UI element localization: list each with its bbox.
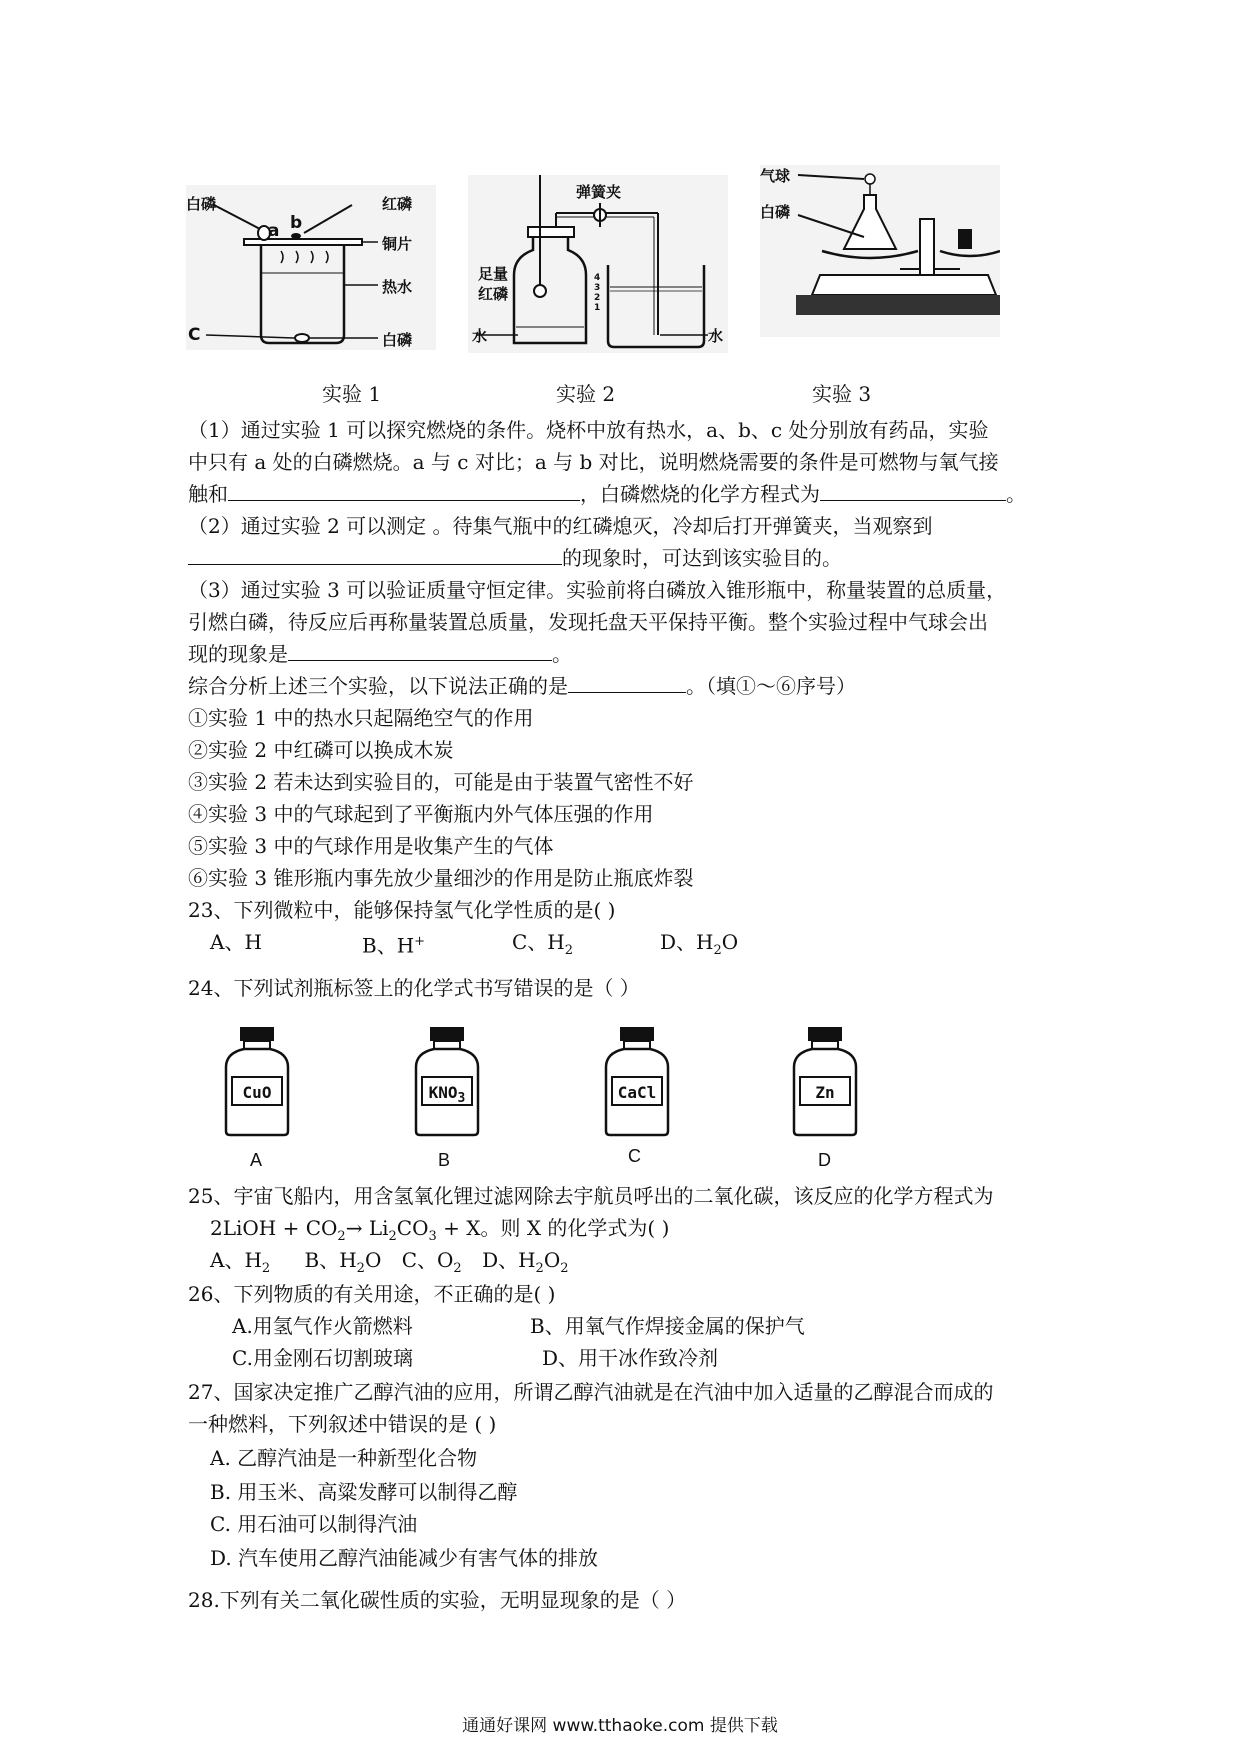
q28-stem: 28.下列有关二氧化碳性质的实验，无明显现象的是（ ） <box>188 1588 687 1612</box>
label-balloon: 气球 <box>760 167 791 185</box>
q22-option-6: ⑥实验 3 锥形瓶内事先放少量细沙的作用是防止瓶底炸裂 <box>188 866 694 890</box>
q24-stem: 24、下列试剂瓶标签上的化学式书写错误的是（ ） <box>188 976 640 1000</box>
q22-option-1: ①实验 1 中的热水只起隔绝空气的作用 <box>188 706 534 730</box>
answer-blank-balloon[interactable] <box>288 640 552 661</box>
q23-option-d: D、$H_2O$ <box>660 930 739 958</box>
q26-option-d: D、用干冰作致冷剂 <box>542 1346 719 1370</box>
answer-blank-summary[interactable] <box>568 672 686 693</box>
bottle-label-d: Zn <box>815 1083 835 1102</box>
label-hot-water: 热水 <box>382 278 413 296</box>
q22-summary: 综合分析上述三个实验，以下说法正确的是 。（填①～⑥序号） <box>188 674 856 698</box>
q25-equation: 2LiOH + $CO_2\to Li_2CO_3 + X$。则 X 的化学式为( ) <box>210 1216 670 1244</box>
q27-option-a: A. 乙醇汽油是一种新型化合物 <box>210 1446 478 1470</box>
label-c: C <box>188 325 201 345</box>
label-red-phosphorus: 红磷 <box>382 195 413 213</box>
experiment-3-figure <box>760 165 1000 337</box>
label-white-phosphorus: 白磷 <box>186 195 217 213</box>
bottle-letter-c: C <box>628 1146 641 1166</box>
label-white-phosphorus: 白磷 <box>760 203 791 221</box>
reagent-bottle-b[interactable] <box>412 1025 482 1137</box>
q23-stem: 23、下列微粒中，能够保持氢气化学性质的是( ) <box>188 898 616 922</box>
q22-p1-line2: 中只有 a 处的白磷燃烧。a 与 c 对比；a 与 b 对比，说明燃烧需要的条件是可燃物与氧气接 <box>188 450 999 474</box>
q26-stem: 26、下列物质的有关用途，不正确的是( ) <box>188 1282 556 1306</box>
label-a: a <box>268 221 280 241</box>
reagent-bottle-c[interactable] <box>602 1025 672 1137</box>
bottle-letter-b: B <box>438 1150 451 1170</box>
q27-option-c: C. 用石油可以制得汽油 <box>210 1512 418 1536</box>
label-red-phosphorus: 红磷 <box>478 285 509 303</box>
bottle-label-c: CaCl <box>617 1083 657 1102</box>
answer-blank-equation[interactable] <box>820 480 1006 501</box>
q25-option-b: B、$H_2O$ <box>304 1248 382 1276</box>
bottle-label-b: $KNO_3$ <box>428 1083 466 1107</box>
reagent-bottle-a[interactable] <box>222 1025 292 1137</box>
q22-option-2: ②实验 2 中红磷可以换成木炭 <box>188 738 454 762</box>
label-enough: 足量 <box>478 265 509 283</box>
q22-p3-line2: 引燃白磷，待反应后再称量装置总质量，发现托盘天平保持平衡。整个实验过程中气球会出 <box>188 610 988 634</box>
q22-p1-line1: （1）通过实验 1 可以探究燃烧的条件。烧杯中放有热水，a、b、c 处分别放有药品，实验 <box>188 418 989 442</box>
label-b: b <box>290 213 303 233</box>
q22-p2-line2: 的现象时，可达到该实验目的。 <box>188 542 842 574</box>
bottle-letter-d: D <box>818 1150 831 1170</box>
q23-option-a: A、H <box>210 930 262 954</box>
answer-blank-condition[interactable] <box>228 480 580 501</box>
caption-experiment-1: 实验 1 <box>322 382 382 406</box>
q22-p2-line1: （2）通过实验 2 可以测定 。待集气瓶中的红磷熄灭，冷却后打开弹簧夹，当观察到 <box>188 514 933 538</box>
label-water-left: 水 <box>472 327 488 345</box>
reagent-bottle-d[interactable] <box>790 1025 860 1137</box>
q26-option-c: C.用金刚石切割玻璃 <box>232 1346 413 1370</box>
experiment-2-figure <box>468 175 728 353</box>
q25-stem: 25、宇宙飞船内，用含氢氧化锂过滤网除去宇航员呼出的二氧化碳，该反应的化学方程式为 <box>188 1184 994 1208</box>
q22-p3-line3: 现的现象是 。 <box>188 642 572 666</box>
q27-stem-line1: 27、国家决定推广乙醇汽油的应用，所谓乙醇汽油就是在汽油中加入适量的乙醇混合而成的 <box>188 1380 994 1404</box>
q26-option-a: A.用氢气作火箭燃料 <box>232 1314 413 1338</box>
caption-experiment-3: 实验 3 <box>812 382 872 406</box>
q26-option-b: B、用氧气作焊接金属的保护气 <box>530 1314 805 1338</box>
q25-option-a: A、$H_2$ <box>210 1248 271 1276</box>
q23-option-c: C、$H_2$ <box>512 930 574 958</box>
q22-option-5: ⑤实验 3 中的气球作用是收集产生的气体 <box>188 834 554 858</box>
q25-option-c: C、$O_2$ <box>401 1248 462 1276</box>
footer-source: 通通好课网 www.tthaoke.com 提供下载 <box>462 1716 778 1736</box>
q22-option-4: ④实验 3 中的气球起到了平衡瓶内外气体压强的作用 <box>188 802 654 826</box>
q22-p3-line1: （3）通过实验 3 可以验证质量守恒定律。实验前将白磷放入锥形瓶中，称量装置的总质量， <box>188 578 1007 602</box>
answer-blank-phenomenon[interactable] <box>188 544 562 565</box>
caption-experiment-2: 实验 2 <box>556 382 616 406</box>
q27-option-b: B. 用玉米、高粱发酵可以制得乙醇 <box>210 1480 518 1504</box>
label-scale-marks: 4 3 2 1 <box>594 273 601 313</box>
bottle-letter-a: A <box>250 1150 263 1170</box>
q25-option-d: D、$H_2O_2$ <box>482 1248 569 1276</box>
q23-option-b: B、H+ <box>362 933 426 958</box>
q27-option-d: D. 汽车使用乙醇汽油能减少有害气体的排放 <box>210 1546 599 1570</box>
bottle-label-a: CuO <box>242 1083 272 1102</box>
label-water-right: 水 <box>708 327 724 345</box>
q22-option-3: ③实验 2 若未达到实验目的，可能是由于装置气密性不好 <box>188 770 694 794</box>
experiment-1-figure <box>186 185 436 350</box>
label-white-phosphorus-bottom: 白磷 <box>382 331 413 349</box>
label-spring-clamp: 弹簧夹 <box>576 183 622 201</box>
q22-p1-line3: 触和 ，白磷燃烧的化学方程式为 。 <box>188 482 1026 506</box>
label-copper: 铜片 <box>382 235 413 253</box>
q27-stem-line2: 一种燃料，下列叙述中错误的是 ( ) <box>188 1412 497 1436</box>
